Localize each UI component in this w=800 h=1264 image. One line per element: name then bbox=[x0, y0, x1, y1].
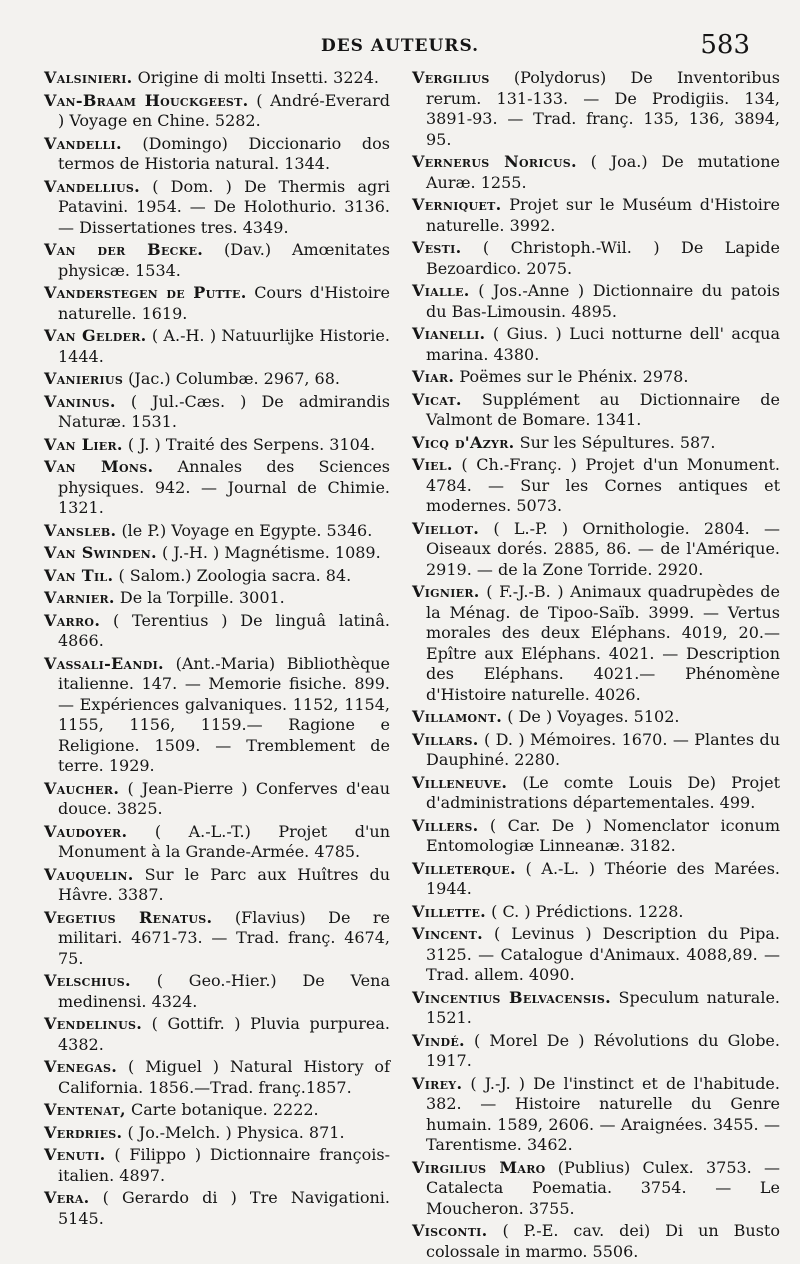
entry-author-name: Vandelli. bbox=[44, 133, 122, 153]
index-entry bbox=[412, 324, 780, 365]
index-entry bbox=[44, 392, 390, 433]
entry-author-name: Vanierius bbox=[44, 369, 124, 388]
entry-author-name: Venegas. bbox=[44, 1057, 118, 1076]
index-entry bbox=[44, 1188, 390, 1229]
entry-text: ( Dom. ) De Thermis agri Patavini. 1954. — De Holothurio. 3136. — Dissertationes tres. 4349. bbox=[58, 176, 390, 237]
entry-author-name: Van Swinden. bbox=[44, 543, 157, 562]
entry-text: ( Jo.-Melch. ) Physica. 871. bbox=[127, 1122, 345, 1142]
right-column bbox=[412, 68, 780, 1264]
entry-author-name: Verniquet. bbox=[412, 195, 502, 214]
entry-author-name: Vera. bbox=[44, 1188, 90, 1207]
entry-text: ( Morel De ) Révolutions du Globe. 1917. bbox=[426, 1030, 780, 1070]
entry-author-name: Vaninus. bbox=[44, 391, 116, 411]
index-entry bbox=[412, 1074, 780, 1156]
entry-text: ( André-Everard ) Voyage en Chine. 5282. bbox=[58, 90, 390, 130]
index-entry bbox=[412, 902, 780, 923]
entry-author-name: Virgilius Maro bbox=[412, 1157, 546, 1177]
entry-text: ( Car. De ) Nomenclator iconum Entomologiæ Linneanæ. 3182. bbox=[426, 815, 780, 855]
entry-text: ( Ch.-Franç. ) Projet d'un Monument. 4784. — Sur les Cornes antiques et modernes. 5073. bbox=[426, 455, 780, 515]
entry-text: ( Levinus ) Description du Pipa. 3125. — Catalogue d'Animaux. 4088,89. — Trad. allem. 4090. bbox=[426, 924, 780, 984]
entry-text: Sur les Sépultures. 587. bbox=[519, 432, 716, 452]
entry-author-name: Vauquelin. bbox=[44, 864, 134, 884]
entry-author-name: Vincent. bbox=[412, 924, 483, 943]
entry-author-name: Vicat. bbox=[412, 389, 462, 409]
entry-text: ( Gottifr. ) Pluvia purpurea. 4382. bbox=[58, 1014, 390, 1054]
entry-text: (Polydorus) De Inventoribus rerum. 131-133. — De Prodigiis. 134, 3891-93. — Trad. franç. 135, 136, 3894, 95. bbox=[426, 68, 780, 149]
entry-author-name: Vernerus Noricus. bbox=[412, 152, 577, 171]
entry-text: (Domingo) Diccionario dos termos de Historia natural. 1344. bbox=[58, 133, 390, 173]
entry-author-name: Villeterque. bbox=[412, 858, 516, 878]
entry-text: ( J.-J. ) De l'instinct et de l'habitude. 382. — Histoire naturelle du Genre humain. 1589, 2606. — Araignées. 3455. — Tarentisme. 3462. bbox=[426, 1073, 780, 1154]
entry-text: ( De ) Voyages. 5102. bbox=[507, 707, 680, 726]
entry-author-name: Van Til. bbox=[44, 565, 114, 585]
index-entry bbox=[412, 68, 780, 150]
index-entry bbox=[44, 611, 390, 652]
index-entry bbox=[412, 433, 780, 454]
index-entry bbox=[44, 1145, 390, 1186]
entry-author-name: Vansleb. bbox=[44, 520, 117, 540]
index-entry bbox=[412, 281, 780, 322]
index-entry bbox=[44, 91, 390, 132]
entry-author-name: Vandellius. bbox=[44, 176, 140, 196]
entry-text: (Flavius) De re militari. 4671-73. — Trad. franç. 4674, 75. bbox=[58, 907, 391, 968]
entry-author-name: Vaucher. bbox=[44, 778, 120, 798]
entry-text: ( Christoph.-Wil. ) De Lapide Bezoardico. 2075. bbox=[426, 238, 781, 278]
entry-author-name: Virey. bbox=[412, 1073, 463, 1093]
entry-author-name: Vergilius bbox=[412, 68, 490, 87]
index-entry bbox=[412, 195, 780, 236]
entry-author-name: Villamont. bbox=[412, 707, 503, 726]
index-entry bbox=[44, 588, 390, 609]
entry-author-name: Villeneuve. bbox=[412, 772, 508, 792]
entry-text: ( Miguel ) Natural History of California. 1856.—Trad. franç.1857. bbox=[58, 1057, 390, 1097]
entry-author-name: Vesti. bbox=[412, 238, 462, 257]
entry-author-name: Vignier. bbox=[412, 582, 480, 601]
entry-author-name: Vialle. bbox=[412, 281, 470, 300]
index-entry bbox=[44, 908, 390, 970]
entry-author-name: Visconti. bbox=[412, 1221, 488, 1240]
entry-author-name: Vicq d'Azyr. bbox=[412, 432, 515, 452]
entry-text: ( Gius. ) Luci notturne dell' acqua marina. 4380. bbox=[426, 324, 780, 364]
index-entry bbox=[44, 68, 390, 89]
entry-text: ( A.-L.-T.) Projet d'un Monument à la Grande-Armée. 4785. bbox=[58, 821, 390, 861]
entry-text: Origine di molti Insetti. 3224. bbox=[137, 68, 379, 87]
entry-author-name: Van-Braam Houckgeest. bbox=[44, 90, 249, 110]
index-entry bbox=[412, 988, 780, 1029]
page-header bbox=[0, 30, 800, 70]
entry-text: ( Joa.) De mutatione Auræ. 1255. bbox=[426, 152, 780, 192]
entry-text: Supplément au Dictionnaire de Valmont de Bomare. 1341. bbox=[426, 389, 780, 429]
entry-author-name: Velschius. bbox=[44, 971, 131, 990]
index-entry bbox=[44, 566, 390, 587]
index-entry bbox=[412, 390, 780, 431]
index-entry bbox=[412, 582, 780, 705]
index-entry bbox=[44, 369, 390, 390]
index-entry bbox=[44, 521, 390, 542]
entry-text: ( L.-P. ) Ornithologie. 2804. — Oiseaux dorés. 2885, 86. — de l'Amérique. 2919. — de la Zone Torride. 2920. bbox=[426, 518, 780, 579]
entry-text: ( C. ) Prédictions. 1228. bbox=[491, 901, 684, 921]
index-entry bbox=[412, 519, 780, 581]
entry-author-name: Viar. bbox=[412, 367, 455, 386]
entry-author-name: Varro. bbox=[44, 610, 101, 630]
entry-author-name: Vaudoyer. bbox=[44, 821, 128, 841]
entry-text: ( Filippo ) Dictionnaire françois-italien. 4897. bbox=[58, 1145, 390, 1185]
entry-text: ( J. ) Traité des Serpens. 3104. bbox=[127, 434, 376, 454]
index-entry bbox=[44, 134, 390, 175]
entry-text: ( F.-J.-B. ) Animaux quadrupèdes de la Ménag. de Tipoo-Saïb. 3999. — Vertus morales des deux Eléphans. 4019, 20.—Epître aux Eléphans. 4021. — Description des Eléphans. 4021.— Phénomène d'Histoire naturelle. 4026. bbox=[426, 582, 780, 704]
entry-text: De la Torpille. 3001. bbox=[119, 588, 285, 607]
entry-author-name: Vassali-Eandi. bbox=[44, 653, 164, 673]
entry-text: ( Jean-Pierre ) Conferves d'eau douce. 3825. bbox=[58, 778, 391, 818]
entry-text: Sur le Parc aux Huîtres du Hâvre. 3387. bbox=[58, 864, 390, 904]
page-number: 583 bbox=[700, 30, 750, 60]
index-entry bbox=[44, 435, 390, 456]
entry-author-name: Venuti. bbox=[44, 1145, 106, 1164]
entry-author-name: Villers. bbox=[412, 815, 479, 835]
entry-author-name: Vianelli. bbox=[412, 324, 486, 343]
entry-author-name: Viellot. bbox=[412, 518, 480, 538]
entry-author-name: Van Gelder. bbox=[44, 326, 147, 345]
index-entry bbox=[412, 1221, 780, 1262]
left-column bbox=[44, 68, 390, 1231]
index-entry bbox=[412, 1158, 780, 1220]
index-entry bbox=[44, 326, 390, 367]
entry-author-name: Varnier. bbox=[44, 588, 115, 607]
entry-author-name: Vegetius Renatus. bbox=[44, 907, 213, 927]
index-entry bbox=[44, 1123, 390, 1144]
entry-text: (Ant.-Maria) Bibliothèque italienne. 147. — Memorie fisiche. 899. — Expériences galvaniques. 1152, 1154, 1155, 1156, 1159.— Ragione e Religione. 1509. — Tremblement de terre. 1929. bbox=[58, 653, 390, 775]
index-entry bbox=[44, 177, 390, 239]
entry-text: (Jac.) Columbæ. 2967, 68. bbox=[128, 369, 340, 388]
entry-text: Poëmes sur le Phénix. 2978. bbox=[459, 367, 689, 386]
entry-author-name: Van Mons. bbox=[44, 457, 154, 476]
entry-text: ( A.-H. ) Natuurlijke Historie. 1444. bbox=[58, 326, 390, 366]
index-entry bbox=[412, 367, 780, 388]
index-entry bbox=[412, 859, 780, 900]
entry-author-name: Vindé. bbox=[412, 1030, 465, 1050]
index-entry bbox=[412, 238, 780, 279]
index-entry bbox=[44, 1100, 390, 1121]
entry-text: (Publius) Culex. 3753. — Catalecta Poematia. 3754. — Le Moucheron. 3755. bbox=[426, 1157, 780, 1218]
entry-author-name: Villette. bbox=[412, 901, 487, 921]
entry-text: Projet sur le Muséum d'Histoire naturelle. 3992. bbox=[426, 195, 780, 235]
index-entry bbox=[412, 924, 780, 986]
entry-author-name: Viel. bbox=[412, 455, 453, 474]
index-entry bbox=[412, 455, 780, 517]
running-head: DES AUTEURS. bbox=[320, 36, 480, 56]
entry-text: (le P.) Voyage en Egypte. 5346. bbox=[121, 520, 373, 540]
entry-text: Annales des Sciences physiques. 942. — Journal de Chimie. 1321. bbox=[58, 457, 390, 517]
entry-text: ( A.-L. ) Théorie des Marées. 1944. bbox=[426, 858, 780, 898]
entry-text: ( Gerardo di ) Tre Navigationi. 5145. bbox=[58, 1188, 391, 1228]
index-entry bbox=[412, 707, 780, 728]
entry-author-name: Vendelinus. bbox=[44, 1014, 143, 1033]
entry-text: Carte botanique. 2222. bbox=[130, 1100, 319, 1119]
entry-author-name: Verdries. bbox=[44, 1122, 123, 1142]
index-entry bbox=[44, 457, 390, 519]
entry-text: ( Salom.) Zoologia sacra. 84. bbox=[118, 565, 352, 585]
entry-author-name: Vincentius Belvacensis. bbox=[412, 987, 611, 1007]
entry-author-name: Valsinieri. bbox=[44, 68, 133, 87]
index-entry bbox=[44, 779, 390, 820]
entry-text: ( P.-E. cav. dei) Di un Busto colossale in marmo. 5506. bbox=[426, 1221, 780, 1261]
index-entry bbox=[44, 971, 390, 1012]
index-entry bbox=[44, 865, 390, 906]
index-entry bbox=[412, 730, 780, 771]
index-entry bbox=[412, 152, 780, 193]
entry-text: ( J.-H. ) Magnétisme. 1089. bbox=[161, 543, 381, 562]
index-entry bbox=[44, 654, 390, 777]
entry-text: (Dav.) Amœnitates physicæ. 1534. bbox=[58, 240, 390, 280]
index-entry bbox=[44, 1014, 390, 1055]
entry-text: ( Jos.-Anne ) Dictionnaire du patois du Bas-Limousin. 4895. bbox=[426, 281, 781, 321]
index-entry bbox=[412, 816, 780, 857]
index-entry bbox=[412, 773, 780, 814]
index-entry bbox=[44, 822, 390, 863]
entry-author-name: Van Lier. bbox=[44, 434, 123, 454]
index-entry bbox=[44, 543, 390, 564]
entry-author-name: Villars. bbox=[412, 729, 479, 749]
entry-author-name: Ventenat, bbox=[44, 1100, 126, 1119]
entry-author-name: Van der Becke. bbox=[44, 240, 204, 259]
index-entry bbox=[412, 1031, 780, 1072]
index-entry bbox=[44, 1057, 390, 1098]
entry-text: ( Jul.-Cæs. ) De admirandis Naturæ. 1531. bbox=[58, 391, 390, 431]
entry-text: ( Terentius ) De linguâ latinâ. 4866. bbox=[58, 610, 390, 650]
entry-author-name: Vanderstegen de Putte. bbox=[44, 283, 247, 302]
entry-text: (Le comte Louis De) Projet d'administrations départementales. 499. bbox=[426, 772, 780, 812]
entry-text: Speculum naturale. 1521. bbox=[426, 987, 781, 1027]
index-entry bbox=[44, 240, 390, 281]
entry-text: ( D. ) Mémoires. 1670. — Plantes du Dauphiné. 2280. bbox=[426, 729, 780, 769]
entry-text: Cours d'Histoire naturelle. 1619. bbox=[58, 283, 391, 323]
index-entry bbox=[44, 283, 390, 324]
entry-text: ( Geo.-Hier.) De Vena medinensi. 4324. bbox=[58, 971, 390, 1011]
